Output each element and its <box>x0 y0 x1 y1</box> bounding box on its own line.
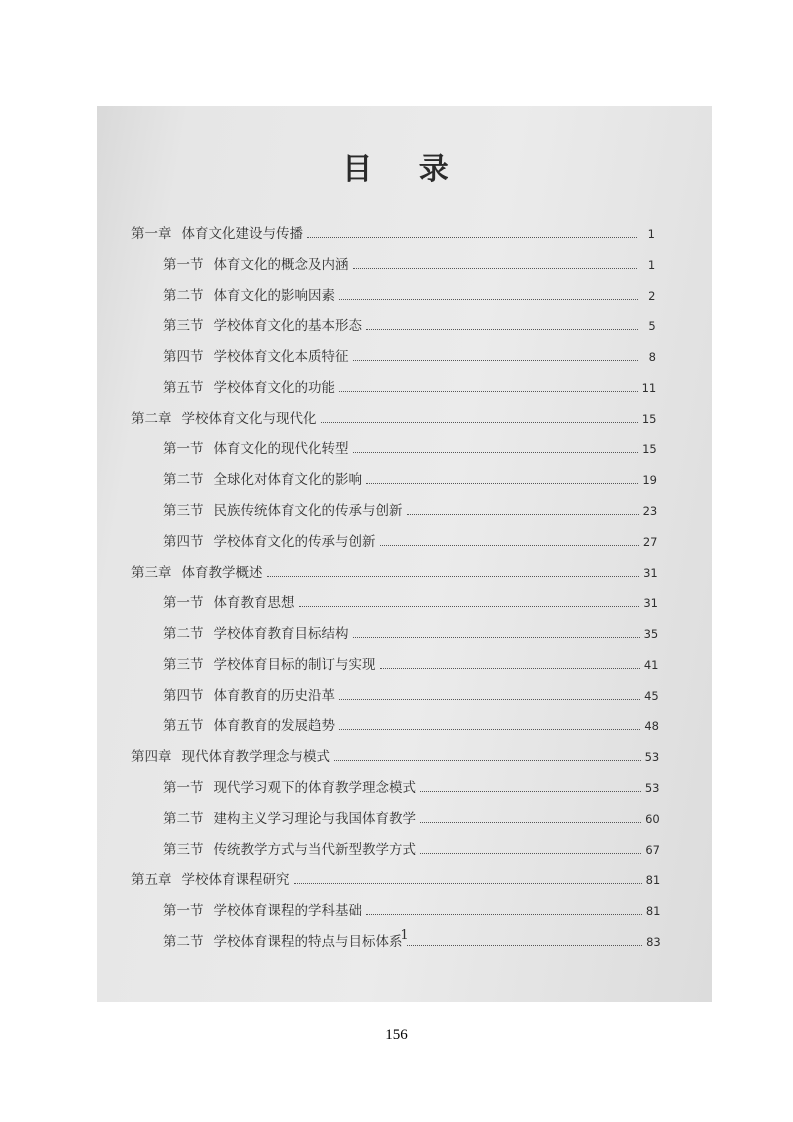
toc-leader-dots <box>407 945 643 946</box>
toc-entry-title: 体育文化的现代化转型 <box>213 441 349 458</box>
toc-entry-page: 1 <box>647 257 656 272</box>
toc-entry-number: 第三节 <box>163 503 204 520</box>
toc-entry-number: 第二节 <box>163 472 204 489</box>
toc-entry-page: 81 <box>645 904 661 919</box>
toc-leader-dots <box>366 329 638 330</box>
toc-leader-dots <box>420 822 641 823</box>
toc-entry-title: 体育文化建设与传播 <box>181 226 303 242</box>
toc-entry-page: 53 <box>644 781 660 796</box>
toc-entry-number: 第一节 <box>163 780 204 797</box>
toc-entry-title: 现代学习观下的体育教学理念模式 <box>213 780 416 797</box>
toc-entry-page: 67 <box>645 842 660 857</box>
toc-entry-title: 现代体育教学理念与模式 <box>181 749 330 766</box>
toc-chapter-row <box>131 222 655 242</box>
toc-section-row <box>163 530 658 550</box>
document-page-number: 156 <box>385 1027 408 1043</box>
toc-leader-dots <box>339 391 638 392</box>
toc-entry-title: 体育教育的历史沿革 <box>213 687 335 704</box>
toc-section-row <box>163 807 660 827</box>
toc-entry-page: 27 <box>642 534 658 549</box>
toc-leader-dots <box>321 422 638 423</box>
toc-section-row <box>163 437 657 457</box>
toc-entry-number: 第一章 <box>131 226 172 242</box>
toc-section-row <box>163 314 656 334</box>
toc-list <box>97 222 712 982</box>
toc-entry-number: 第三节 <box>163 318 204 335</box>
toc-leader-dots <box>353 268 638 269</box>
toc-leader-dots <box>294 883 642 884</box>
toc-leader-dots <box>366 483 638 484</box>
toc-leader-dots <box>267 576 640 577</box>
toc-entry-number: 第三章 <box>131 564 172 581</box>
toc-entry-number: 第一节 <box>163 903 204 920</box>
toc-entry-page: 8 <box>648 350 656 365</box>
toc-entry-title: 体育教育思想 <box>213 595 295 612</box>
toc-entry-page: 15 <box>642 442 657 457</box>
toc-entry-page: 41 <box>643 657 659 672</box>
toc-entry-number: 第四章 <box>131 749 172 766</box>
toc-entry-number: 第五节 <box>163 379 204 396</box>
toc-leader-dots <box>353 360 639 361</box>
toc-entry-number: 第五节 <box>163 718 204 735</box>
toc-entry-title: 学校体育文化的基本形态 <box>213 318 362 335</box>
toc-entry-number: 第二节 <box>163 287 204 304</box>
toc-leader-dots <box>339 699 640 700</box>
toc-entry-title: 学校体育文化的功能 <box>213 379 335 396</box>
toc-entry-number: 第二节 <box>163 933 204 950</box>
toc-chapter-row <box>131 745 659 765</box>
toc-section-row <box>163 499 657 519</box>
toc-entry-title: 体育教学概述 <box>181 564 263 581</box>
toc-entry-number: 第一节 <box>163 256 204 273</box>
toc-entry-title: 全球化对体育文化的影响 <box>213 472 362 489</box>
toc-entry-page: 53 <box>644 750 660 765</box>
toc-leader-dots <box>307 237 637 238</box>
toc-leader-dots <box>353 637 640 638</box>
toc-leader-dots <box>380 545 639 546</box>
toc-entry-page: 1 <box>647 227 655 241</box>
toc-section-row <box>163 776 660 796</box>
toc-section-row <box>163 838 660 858</box>
toc-entry-number: 第四节 <box>163 533 204 550</box>
toc-entry-page: 15 <box>641 411 657 426</box>
toc-entry-title: 学校体育课程研究 <box>181 872 290 889</box>
toc-entry-number: 第二章 <box>131 410 172 427</box>
toc-entry-number: 第四节 <box>163 349 204 366</box>
toc-entry-page: 31 <box>643 596 658 611</box>
toc-chapter-row <box>131 407 657 427</box>
toc-chapter-row <box>131 868 660 888</box>
toc-entry-page: 5 <box>648 319 656 334</box>
toc-section-row <box>163 684 659 704</box>
photo-page-number: 1 <box>400 928 409 943</box>
toc-entry-number: 第四节 <box>163 687 204 704</box>
toc-leader-dots <box>339 729 640 730</box>
toc-leader-dots <box>407 514 639 515</box>
toc-chapter-row <box>131 561 658 581</box>
toc-entry-title: 体育教育的发展趋势 <box>213 718 335 735</box>
toc-section-row <box>163 714 659 734</box>
toc-leader-dots <box>380 668 640 669</box>
toc-entry-title: 传统教学方式与当代新型教学方式 <box>213 841 416 858</box>
toc-section-row <box>163 376 656 396</box>
toc-section-row <box>163 622 658 642</box>
toc-entry-page: 48 <box>644 719 659 734</box>
toc-entry-number: 第三节 <box>163 656 204 673</box>
toc-entry-number: 第二节 <box>163 810 204 827</box>
toc-entry-page: 83 <box>646 934 661 949</box>
toc-entry-number: 第二节 <box>163 626 204 643</box>
toc-entry-title: 民族传统体育文化的传承与创新 <box>213 503 403 520</box>
toc-entry-title: 学校体育课程的学科基础 <box>213 903 362 920</box>
toc-section-row <box>163 468 657 488</box>
toc-entry-title: 体育文化的概念及内涵 <box>213 256 349 273</box>
toc-entry-page: 19 <box>642 473 657 488</box>
toc-entry-page: 31 <box>643 565 658 580</box>
toc-title: 目 录 <box>342 152 467 187</box>
toc-leader-dots <box>299 606 640 607</box>
toc-section-row <box>163 253 655 273</box>
toc-entry-page: 11 <box>641 380 657 395</box>
toc-leader-dots <box>353 452 639 453</box>
toc-entry-page: 23 <box>642 504 658 519</box>
toc-entry-page: 60 <box>645 811 660 826</box>
toc-entry-page: 45 <box>644 688 659 703</box>
toc-entry-number: 第三节 <box>163 841 204 858</box>
toc-leader-dots <box>366 914 642 915</box>
toc-section-row <box>163 284 656 304</box>
toc-entry-title: 学校体育文化与现代化 <box>181 410 317 427</box>
toc-entry-title: 体育文化的影响因素 <box>213 287 335 304</box>
book-page-photo <box>97 106 712 1002</box>
toc-entry-number: 第一节 <box>163 441 204 458</box>
toc-leader-dots <box>420 853 641 854</box>
toc-entry-page: 35 <box>643 627 659 642</box>
toc-section-row <box>163 653 659 673</box>
toc-section-row <box>163 899 661 919</box>
toc-entry-title: 学校体育文化的传承与创新 <box>213 533 376 550</box>
toc-entry-title: 建构主义学习理论与我国体育教学 <box>213 810 416 827</box>
toc-leader-dots <box>334 760 641 761</box>
toc-entry-page: 2 <box>648 288 656 303</box>
toc-entry-title: 学校体育文化本质特征 <box>213 349 349 366</box>
toc-leader-dots <box>420 791 641 792</box>
toc-entry-page: 81 <box>645 873 661 888</box>
toc-entry-title: 学校体育教育目标结构 <box>213 626 349 643</box>
toc-leader-dots <box>339 299 638 300</box>
toc-section-row <box>163 591 658 611</box>
toc-entry-title: 学校体育课程的特点与目标体系 <box>213 933 403 950</box>
toc-entry-number: 第一节 <box>163 595 204 612</box>
toc-section-row <box>163 345 656 365</box>
toc-entry-number: 第五章 <box>131 872 172 889</box>
toc-entry-title: 学校体育目标的制订与实现 <box>213 656 376 673</box>
